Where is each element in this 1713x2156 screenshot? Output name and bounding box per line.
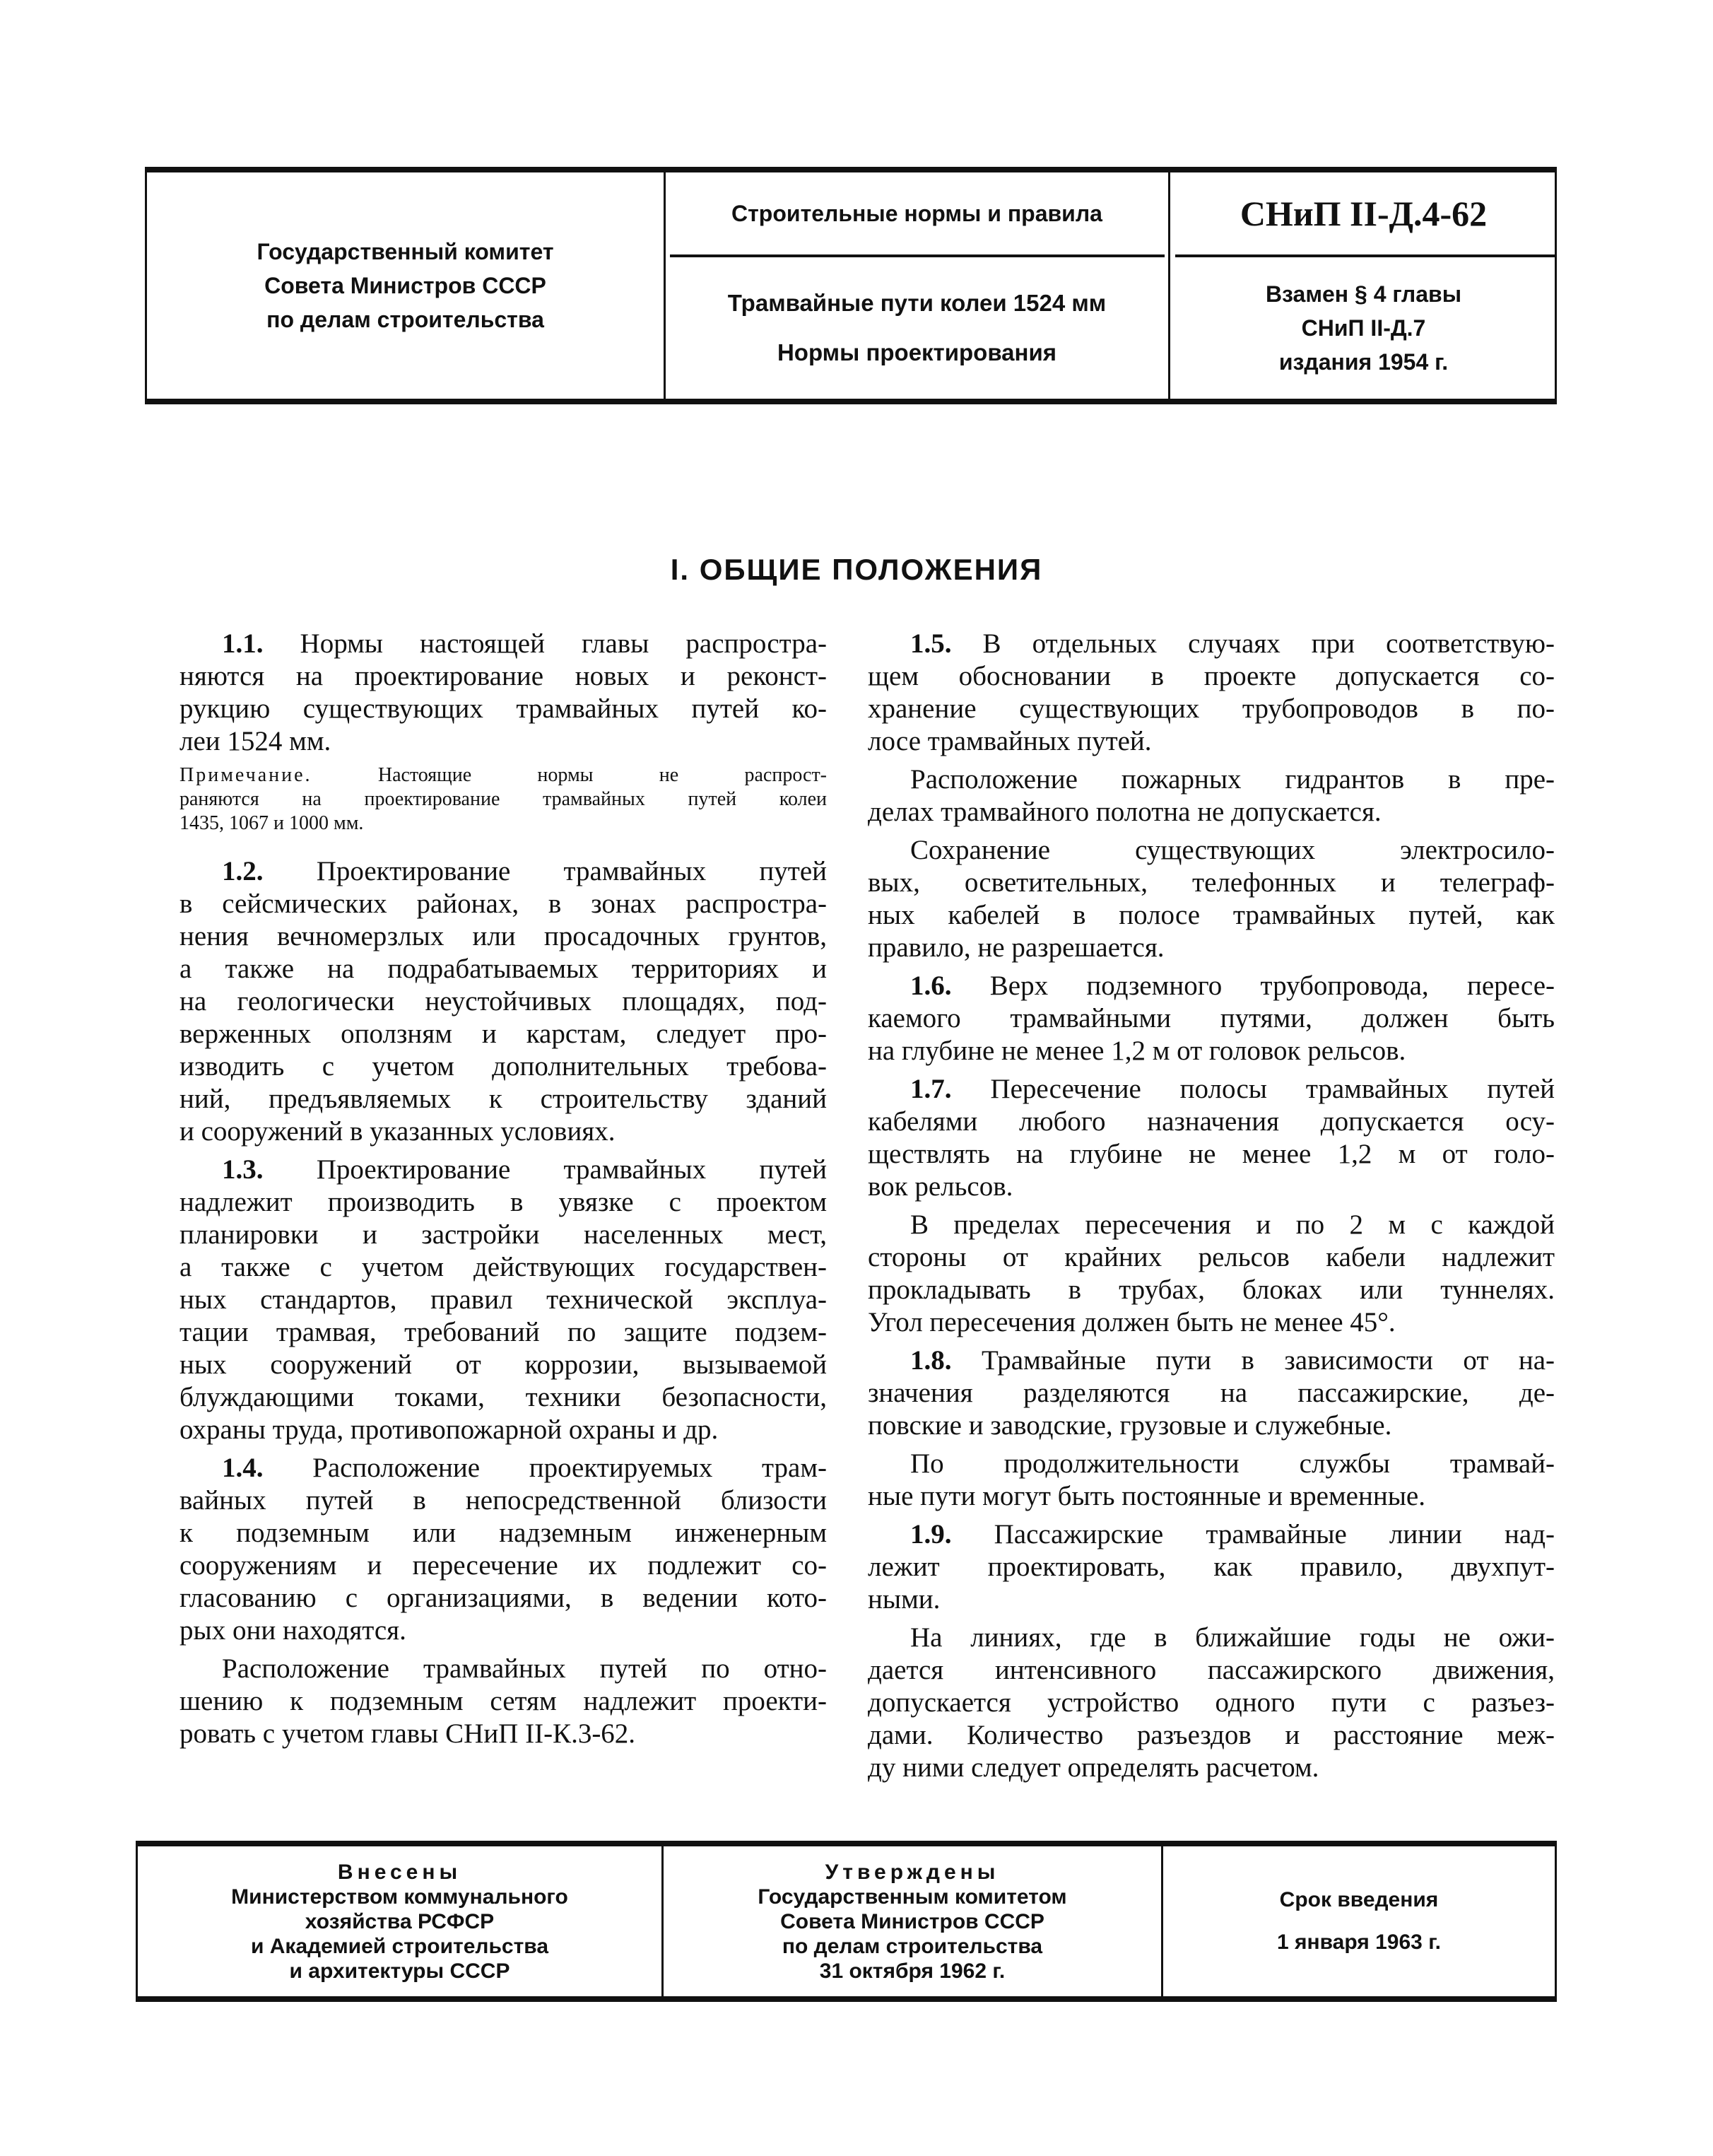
series-title [666,172,1168,254]
text-line [179,1219,827,1251]
line-text: кабелями любого назначения допускается осу- [868,1106,1555,1137]
line-text: стороны от крайних рельсов кабели надлежит [868,1242,1555,1272]
paragraph [868,970,1555,1067]
approved-by [664,1846,1161,1996]
paragraph [868,1448,1555,1513]
paragraph [179,1154,827,1446]
line-text: рых они находятся. [179,1615,406,1646]
text-line [179,1517,827,1549]
line-text: ных стандартов, правил технической эксплуа- [179,1284,827,1315]
line-text: 1435, 1067 и 1000 мм. [179,812,364,834]
text-line [868,1209,1555,1241]
footer-table [136,1841,1557,2002]
text-line [868,628,1555,660]
line-text: правило, не разрешается. [868,932,1165,963]
text-line [179,1316,827,1349]
line-text: Расположение проектируемых трам- [312,1453,827,1483]
clause-number: 1.2. [222,856,264,886]
text-line [179,660,827,693]
paragraph [179,1653,827,1750]
text-line [868,1551,1555,1583]
line-text: прокладывать в трубах, блоках или туннелях. [868,1275,1555,1305]
text-line [868,1622,1555,1654]
text-line [179,1050,827,1083]
text-line [868,1687,1555,1719]
line-text: надлежит производить в увязке с проектом [179,1187,827,1217]
line-text: охраны труда, противопожарной охраны и др. [179,1414,719,1445]
paragraph [868,1622,1555,1784]
text-line [868,763,1555,796]
paragraph [868,628,1555,758]
text-line [868,1035,1555,1067]
text-line [179,693,827,725]
line-text: изводить с учетом дополнительных требова- [179,1051,827,1082]
series-label: Строительные нормы и правила [731,201,1102,226]
line-text: Настоящие нормы не распрост- [377,764,828,786]
text-line [868,1002,1555,1035]
paragraph [868,1518,1555,1616]
header-table [145,167,1557,404]
text-line [179,628,827,660]
text-line [179,1414,827,1446]
approved-line: Совета Министров СССР [780,1909,1044,1933]
line-text: ными. [868,1584,941,1615]
line-text: и сооружений в указанных условиях. [179,1116,616,1147]
line-text: раняются на проектирование трамвайных путей колеи [179,788,827,810]
text-line [868,1306,1555,1339]
line-text: а также на подрабатываемых территориях и [179,954,827,984]
text-line [868,1719,1555,1752]
text-line [179,1284,827,1316]
text-line [868,725,1555,758]
text-line [868,1410,1555,1442]
paragraph [179,628,827,758]
line-text: Расположение трамвайных путей по отно- [222,1653,827,1684]
text-line [179,1083,827,1115]
paragraph [868,1073,1555,1203]
line-text: ровать с учетом главы СНиП II-К.3-62. [179,1718,636,1749]
paragraph [868,1209,1555,1339]
text-line [179,920,827,953]
text-line [868,693,1555,725]
line-text: Угол пересечения должен быть не менее 45°. [868,1307,1396,1337]
line-text: дами. Количество разъездов и расстояние меж- [868,1720,1555,1750]
text-line [868,1377,1555,1410]
document-code [1170,172,1557,254]
text-line [179,1484,827,1517]
line-text: планировки и застройки населенных мест, [179,1219,827,1250]
submitted-label: Внесены [337,1860,462,1884]
text-column-right [868,628,1555,1790]
text-line [179,1154,827,1186]
paragraph [868,763,1555,828]
text-line [179,888,827,920]
line-text: на глубине не менее 1,2 м от головок рельсов. [868,1036,1406,1066]
line-text: лежит проектировать, как правило, двухпут- [868,1552,1555,1582]
text-line [868,834,1555,867]
line-text: Нормы настоящей главы распростра- [300,628,827,659]
text-line [868,1106,1555,1138]
text-line [179,725,827,758]
text-line [868,899,1555,932]
effective-label: Срок введения [1279,1888,1439,1911]
text-line [868,796,1555,828]
line-text: а также с учетом действующих государствен- [179,1252,827,1282]
clause-number: 1.9. [910,1519,952,1549]
line-text: ду ними следует определять расчетом. [868,1752,1319,1783]
text-line [868,1073,1555,1106]
line-text: делах трамвайного полотна не допускается. [868,797,1382,827]
committee-line: Совета Министров СССР [264,273,546,298]
line-text: вайных путей в непосредственной близости [179,1485,827,1516]
line-text: ществлять на глубине не менее 1,2 м от голо- [868,1139,1555,1169]
line-text: верженных оползням и карстам, следует про- [179,1019,827,1049]
clause-number: 1.4. [222,1453,264,1483]
text-line [868,1171,1555,1203]
line-text: рукцию существующих трамвайных путей ко- [179,693,827,724]
submitted-line: и архитектуры СССР [289,1959,510,1983]
doc-title: Трамвайные пути колеи 1524 мм [727,290,1107,316]
text-line [179,1718,827,1750]
text-line [868,1480,1555,1513]
approved-line: Государственным комитетом [758,1885,1067,1909]
line-text: По продолжительности службы трамвай- [910,1448,1555,1479]
line-text: блуждающими токами, техники безопасности, [179,1382,827,1412]
line-text: ные пути могут быть постоянные и временные. [868,1481,1425,1511]
approved-line: по делам строительства [782,1934,1043,1958]
line-text: дается интенсивного пассажирского движения, [868,1655,1555,1685]
paragraph [179,1452,827,1647]
line-text: повские и заводские, грузовые и служебные. [868,1410,1392,1441]
text-line [179,787,827,812]
text-line [179,812,827,836]
line-text: Верх подземного трубопровода, пересе- [989,971,1555,1001]
effective-date-cell [1163,1846,1555,1996]
submitted-line: хозяйства РСФСР [305,1909,495,1933]
line-text: ных сооружений от коррозии, вызываемой [179,1349,827,1380]
line-text: Проектирование трамвайных путей [316,856,828,886]
submitted-by [138,1846,661,1996]
submitted-line: Министерством коммунального [231,1885,568,1909]
text-line [868,1583,1555,1616]
doc-subtitle: Нормы проектирования [777,339,1057,365]
line-text: В пределах пересечения и по 2 м с каждой [910,1209,1555,1240]
text-line [868,1448,1555,1480]
text-line [868,1344,1555,1377]
line-text: лосе трамвайных путей. [868,726,1152,756]
text-line [868,1518,1555,1551]
text-line [179,1685,827,1718]
clause-number: 1.1. [222,628,264,659]
note-paragraph [179,763,827,836]
note-label: Примечание. [179,764,312,786]
text-line [179,1653,827,1685]
text-line [179,1349,827,1381]
text-line [868,1274,1555,1306]
replaces-note [1170,257,1557,399]
line-text: ных кабелей в полосе трамвайных путей, как [868,900,1555,930]
paragraph [868,1344,1555,1442]
line-text: хранение существующих трубопроводов в по- [868,693,1555,724]
text-line [179,1615,827,1647]
approved-label: Утверждены [825,1860,1000,1884]
submitted-line: и Академией строительства [250,1934,549,1958]
line-text: значения разделяются на пассажирские, де- [868,1378,1555,1408]
text-line [179,1115,827,1148]
doc-code: СНиП II-Д.4-62 [1240,194,1488,233]
line-text: шению к подземным сетям надлежит проекти- [179,1686,827,1716]
document-title [666,257,1168,399]
text-line [179,1452,827,1484]
paragraph [179,855,827,1148]
line-text: каемого трамвайными путями, должен быть [868,1003,1555,1033]
effective-date: 1 января 1963 г. [1276,1931,1442,1954]
replaces-line: издания 1954 г. [1278,349,1449,375]
text-line [179,1549,827,1582]
line-text: Пересечение полосы трамвайных путей [990,1074,1555,1104]
text-line [179,1582,827,1615]
line-text: гласованию с организациями, в ведении кото- [179,1583,827,1613]
line-text: На линиях, где в ближайшие годы не ожи- [910,1622,1555,1653]
issuing-committee [147,172,664,399]
line-text: щем обосновании в проекте допускается со- [868,661,1555,691]
paragraph [868,834,1555,964]
line-text: няются на проектирование новых и реконст- [179,661,827,691]
text-line [868,1654,1555,1687]
line-text: к подземным или надземным инженерным [179,1518,827,1548]
text-line [179,985,827,1018]
line-text: Проектирование трамвайных путей [316,1154,828,1185]
clause-number: 1.6. [910,971,952,1001]
approved-date: 31 октября 1962 г. [819,1959,1006,1983]
line-text: Трамвайные пути в зависимости от на- [981,1345,1555,1376]
text-line [868,970,1555,1002]
text-line [868,1752,1555,1784]
text-line [179,1186,827,1219]
text-column-left [179,628,827,1756]
text-line [868,867,1555,899]
line-text: нения вечномерзлых или просадочных грунтов, [179,921,827,951]
line-text: В отдельных случаях при соответствую- [982,628,1555,659]
text-line [179,855,827,888]
text-line [179,1381,827,1414]
clause-number: 1.8. [910,1345,952,1376]
text-line [179,763,827,787]
clause-number: 1.3. [222,1154,264,1185]
committee-line: по делам строительства [266,307,544,332]
line-text: Расположение пожарных гидрантов в пре- [910,764,1555,795]
line-text: на геологически неустойчивых площадях, под- [179,986,827,1017]
line-text: допускается устройство одного пути с разъез- [868,1687,1555,1718]
line-text: вок рельсов. [868,1171,1013,1202]
text-line [179,1251,827,1284]
committee-line: Государственный комитет [257,239,554,264]
line-text: вых, осветительных, телефонных и телеграф- [868,867,1555,898]
text-line [179,1018,827,1050]
text-line [179,953,827,985]
line-text: в сейсмических районах, в зонах распростра- [179,889,827,919]
section-title: I. ОБЩИЕ ПОЛОЖЕНИЯ [670,553,1043,586]
line-text: ний, предъявляемых к строительству зданий [179,1084,827,1114]
line-text: сооружениям и пересечение их подлежит со- [179,1550,827,1581]
text-line [868,1241,1555,1274]
text-line [868,660,1555,693]
line-text: леи 1524 мм. [179,726,331,756]
line-text: тации трамвая, требований по защите подзем- [179,1317,827,1347]
text-line [868,1138,1555,1171]
replaces-line: Взамен § 4 главы [1265,281,1462,307]
text-line [868,932,1555,964]
replaces-line: СНиП II-Д.7 [1301,315,1426,341]
line-text: Сохранение существующих электросило- [910,835,1555,865]
clause-number: 1.7. [910,1074,952,1104]
clause-number: 1.5. [910,628,952,659]
line-text: Пассажирские трамвайные линии над- [994,1519,1555,1549]
